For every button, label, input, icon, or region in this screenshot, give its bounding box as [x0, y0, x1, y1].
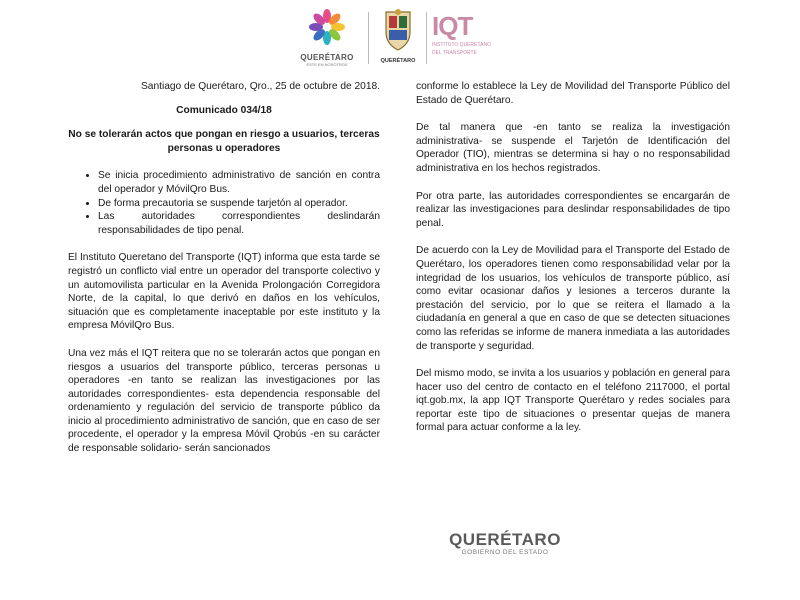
seal-text: QUERÉTARO — [380, 58, 416, 64]
iqt-sub-1: INSTITUTO QUERETANO — [432, 42, 491, 48]
queretaro-logo-text: QUERÉTARO — [300, 53, 354, 62]
header-divider — [368, 12, 369, 64]
footer-logo-text: QUERÉTARO — [449, 530, 561, 549]
queretaro-logo — [292, 8, 362, 70]
header-divider — [426, 12, 427, 64]
date-line: Santiago de Querétaro, Qro., 25 de octubre de 2018. — [140, 81, 380, 92]
list-item: • Se inicia procedimiento administrativo de sanción en contra del operador y MóvilQro Bus. — [98, 169, 380, 196]
paragraph: Una vez más el IQT reitera que no se tolerarán actos que pongan en riesgos a usuarios del transporte público, terceras personas u operadores -en tanto se realizan las investigaciones por las autoridades correspondientes- esta dependencia responsable del ordenamiento y regulación del servicio de transporte público da inicio al procedimiento administrativo de sanción, que en caso de ser procedente, el operador y la empresa Móvil Qrobús -en su carácter de responsable solidario- serán sancionados — [68, 347, 380, 455]
paragraph: conforme lo establece la Ley de Movilidad del Transporte Público del Estado de Querétaro. — [416, 81, 730, 106]
footer-logo-sub: GOBIERNO DEL ESTADO — [461, 549, 549, 556]
paragraph: El Instituto Queretano del Transporte (IQT) informa que esta tarde se registró un conflicto vial entre un operador del transporte colectivo y un automovilista particular en la Avenida Prolongación Corregidora Norte, de la capital, lo que derivó en daños en los vehículos, situación que es completamente inaceptable por este instituto y la empresa MóvilQro Bus. — [68, 252, 380, 332]
headline: No se tolerarán actos que pongan en riesgo a usuarios, terceras personas u operadores — [68, 129, 380, 154]
list-item: • De forma precautoria se suspende tarjetón al operador. — [98, 197, 380, 211]
state-seal — [374, 8, 422, 70]
right-column — [416, 80, 730, 435]
left-column — [68, 80, 380, 456]
coat-of-arms-icon — [381, 8, 415, 52]
paragraph: Por otra parte, las autoridades correspondientes se encargarán de realizar las investigaciones para deslindar responsabilidades de tipo penal. — [416, 190, 730, 229]
document-header — [0, 8, 800, 70]
comunicado-number: Comunicado 034/18 — [176, 104, 272, 116]
queretaro-logo-sub: ESTE EN NOSOTROS — [306, 62, 348, 67]
paragraph: De acuerdo con la Ley de Movilidad para el Transporte del Estado de Querétaro, los operadores tienen como responsabilidad velar por la integridad de los usuarios, los vehículos de transporte público, así como evitar ocasionar daños y lesiones a terceros durante la prestación del servicio, por lo que se reitera el llamado a la ciudadanía en general a que en caso de que se detecten situaciones como las referidas se informe de manera inmediata a las autoridades de transporte y seguridad. — [416, 245, 730, 352]
list-item: • Las autoridades correspondientes deslindarán responsabilidades de tipo penal. — [98, 210, 380, 237]
iqt-logo — [432, 12, 512, 68]
paragraph: De tal manera que -en tanto se realiza la investigación administrativa- se suspende el Tarjetón de Identificación del Operador (TIO), mientras se determina si hay o no responsabilidad administrativa en los hechos registrados. — [416, 122, 730, 174]
flower-logo-icon — [307, 8, 347, 46]
paragraph: Del mismo modo, se invita a los usuarios y población en general para hacer uso del centro de contacto en el teléfono 2117000, el portal iqt.gob.mx, la app IQT Transporte Querétaro y redes sociales para reportar este tipo de situaciones o presentar quejas de manera formal para actuar conforme a la ley. — [416, 368, 730, 434]
iqt-sub-2: DEL TRANSPORTE — [432, 50, 477, 56]
iqt-mark: IQT — [432, 11, 473, 41]
footer-logo — [440, 531, 570, 561]
bullet-list — [68, 169, 380, 237]
